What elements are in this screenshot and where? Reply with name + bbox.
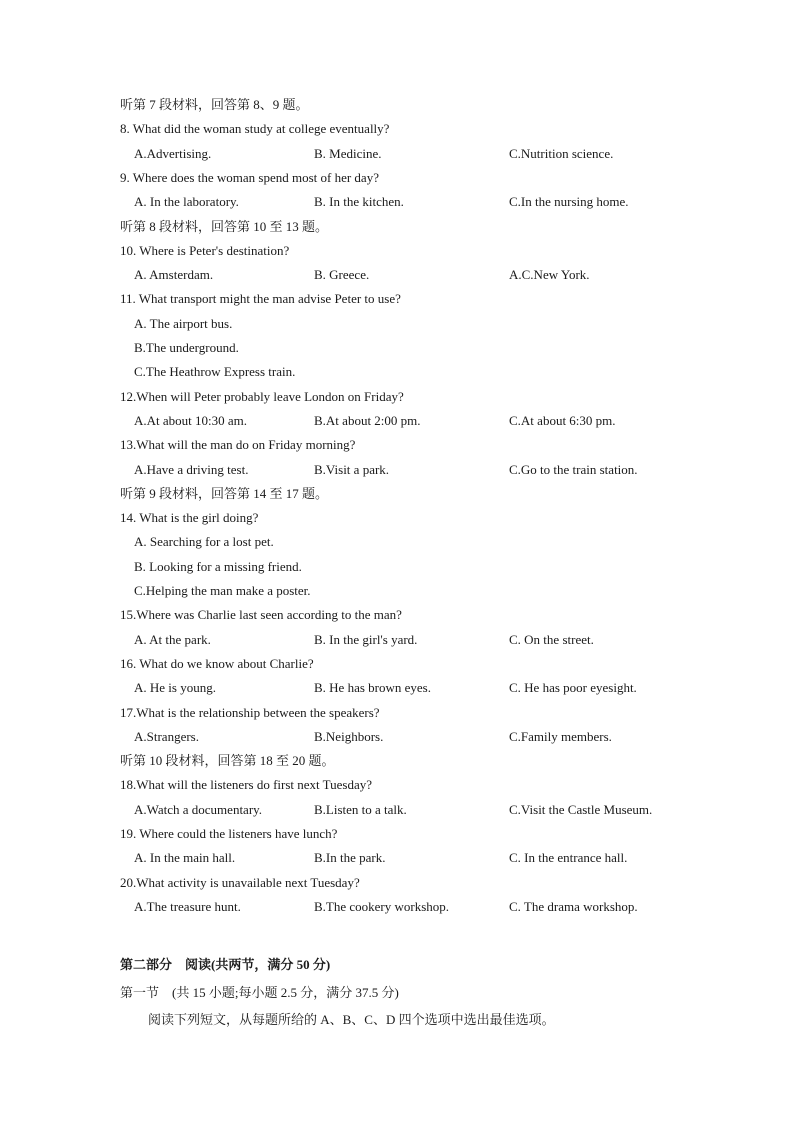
question: 20.What activity is unavailable next Tuesday? [120,875,360,890]
options-row [134,899,714,915]
option-a: A.Have a driving test. [134,462,249,477]
option-c: C. He has poor eyesight. [509,680,637,695]
options-row [134,850,714,866]
option-a: A. In the main hall. [134,850,236,865]
question: 17.What is the relationship between the speakers? [120,705,380,720]
part-two-heading: 第二部分 阅读(共两节，满分 50 分) [120,957,331,972]
options-row [134,802,714,818]
section-heading: 听第 8 段材料，回答第 10 至 13 题。 [120,219,329,234]
question: 8. What did the woman study at college eventually? [120,121,390,136]
question: 18.What will the listeners do first next Tuesday? [120,777,373,792]
option-a: A.Strangers. [134,729,199,744]
option-a: A. Amsterdam. [134,267,214,282]
options-row [134,194,714,210]
question: 15.Where was Charlie last seen according to the man? [120,607,402,622]
option: C.Helping the man make a poster. [134,583,311,598]
option-b: B.Neighbors. [314,729,384,744]
option-c: C. In the entrance hall. [509,850,628,865]
option-c: A.C.New York. [509,267,590,282]
option-b: B. In the kitchen. [314,194,404,209]
options-row [134,632,714,648]
option-a: A.Advertising. [134,146,212,161]
option-c: C. On the street. [509,632,594,647]
question: 9. Where does the woman spend most of her day? [120,170,379,185]
options-row [134,267,714,283]
options-row [134,413,714,429]
question: 19. Where could the listeners have lunch? [120,826,338,841]
question: 11. What transport might the man advise Peter to use? [120,291,401,306]
options-row [134,729,714,745]
option-b: B.Listen to a talk. [314,802,407,817]
options-row [134,680,714,696]
option-c: C. The drama workshop. [509,899,638,914]
option-a: A.At about 10:30 am. [134,413,248,428]
option: A. The airport bus. [134,316,233,331]
question: 16. What do we know about Charlie? [120,656,314,671]
option: A. Searching for a lost pet. [134,534,274,549]
option-a: A. At the park. [134,632,211,647]
option-b: B. Greece. [314,267,370,282]
section-one-heading: 第一节 (共 15 小题;每小题 2.5 分，满分 37.5 分) [120,985,399,1000]
option-c: C.Visit the Castle Museum. [509,802,653,817]
option: B. Looking for a missing friend. [134,559,302,574]
option-c: C.In the nursing home. [509,194,629,209]
option: B.The underground. [134,340,239,355]
option-a: A.The treasure hunt. [134,899,241,914]
question: 12.When will Peter probably leave London on Friday? [120,389,404,404]
option-b: B.At about 2:00 pm. [314,413,421,428]
option-b: B. Medicine. [314,146,382,161]
question: 14. What is the girl doing? [120,510,259,525]
question: 13.What will the man do on Friday morning? [120,437,356,452]
section-heading: 听第 9 段材料，回答第 14 至 17 题。 [120,486,329,501]
options-row [134,146,714,162]
option-b: B.The cookery workshop. [314,899,450,914]
options-row [134,462,714,478]
option-b: B. He has brown eyes. [314,680,431,695]
option-c: C.Family members. [509,729,612,744]
section-heading: 听第 7 段材料，回答第 8、9 题。 [120,97,309,112]
option-a: A.Watch a documentary. [134,802,263,817]
option: C.The Heathrow Express train. [134,364,296,379]
question: 10. Where is Peter's destination? [120,243,290,258]
option-a: A. In the laboratory. [134,194,239,209]
option-b: B. In the girl's yard. [314,632,418,647]
option-b: B.Visit a park. [314,462,390,477]
option-a: A. He is young. [134,680,216,695]
option-c: C.At about 6:30 pm. [509,413,616,428]
reading-instruction: 阅读下列短文，从每题所给的 A、B、C、D 四个选项中选出最佳选项。 [148,1012,555,1027]
option-c: C.Nutrition science. [509,146,614,161]
section-heading: 听第 10 段材料，回答第 18 至 20 题。 [120,753,335,768]
option-b: B.In the park. [314,850,386,865]
option-c: C.Go to the train station. [509,462,638,477]
